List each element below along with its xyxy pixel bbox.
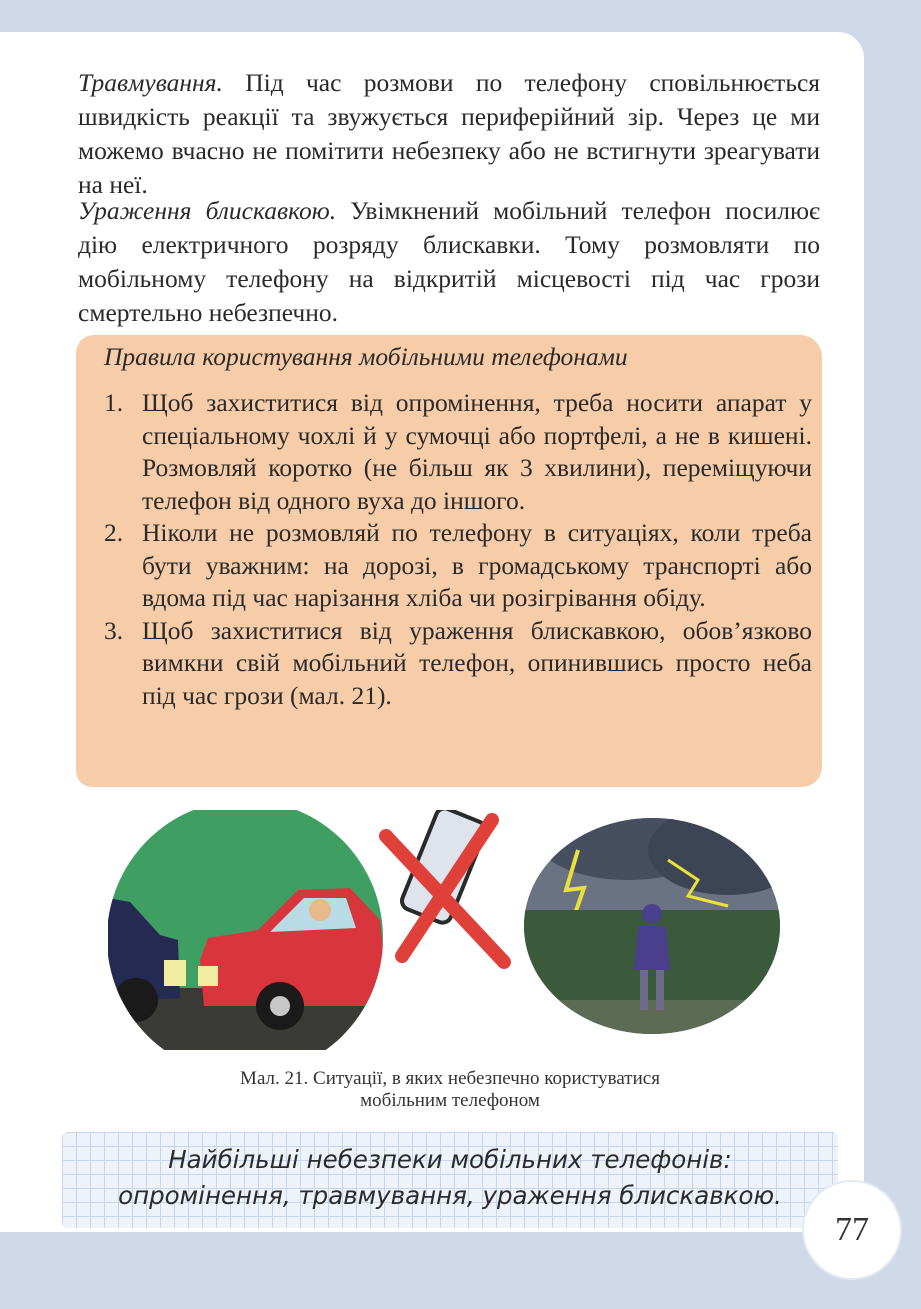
rule-item [104,517,812,615]
paragraph-lead: Травмування. [78,68,223,97]
rule-item [104,615,812,713]
rules-list [104,387,812,712]
person-leg [656,970,664,1010]
rule-text: Щоб захиститися від опромінення, треба носити апарат у спеціальному чохлі й у сумочці або портфелі, а не в кишені. Розмовляй коротко (не більш як 3 хвилини), переміщуючи телефон від одного вуха до іншого. [142,388,812,515]
figure-caption [100,1068,800,1112]
ground [518,1000,788,1050]
summary-text [62,1142,838,1214]
no-phone-sign [386,810,504,962]
summary-line: Найбільші небезпеки мобільних телефонів: [168,1145,732,1174]
rule-item [104,387,812,517]
storm-scene-illustration [518,810,788,1050]
rules-title: Правила користування мобільними телефонами [104,342,628,371]
car-wheel [114,978,158,1022]
figure-illustration [108,810,788,1050]
person-coat [634,926,670,970]
paragraph-lead: Ураження блискавкою. [78,196,337,225]
driver-head [309,899,331,921]
paragraph-text: Під час розмови по телефону сповільнюється швидкість реакції та звужується периферійний зір. Через це ми можемо вчасно не помітити небезпеку або не встигнути зреагувати на неї. [78,68,820,199]
caption-line: Мал. 21. Ситуації, в яких небезпечно користуватися [240,1068,660,1089]
paragraph-text: Увімкнений мобільний телефон посилює дію електричного розряду блискавки. Тому розмовляти по мобільному телефону на відкритій місцевості під час грози смертельно небезпечно. [78,196,820,327]
rule-text: Ніколи не розмовляй по телефону в ситуаціях, коли треба бути уважним: на дорозі, в громадському транспорті або вдома під час нарізання хліба чи розігрівання обіду. [142,518,812,612]
summary-line: опромінення, травмування, ураження блискавкою. [118,1181,782,1210]
person-head [642,904,662,924]
page-number: 77 [804,1182,900,1278]
paragraph-lightning [78,194,820,330]
rule-number: 1. [104,388,124,417]
car-headlight [164,960,186,986]
road-scene-illustration [108,810,388,1050]
rule-number: 2. [104,518,124,547]
wheel-hub [270,996,290,1016]
caption-line: мобільним телефоном [360,1090,540,1111]
rule-number: 3. [104,615,124,645]
rule-text: Щоб захиститися від ураження блискавкою, обов’язково вимкни свій мобільний телефон, опинившись просто неба під час грози (мал. 21). [142,615,812,710]
car-headlight [198,966,218,986]
paragraph-injury [78,66,820,202]
person-leg [640,970,648,1010]
